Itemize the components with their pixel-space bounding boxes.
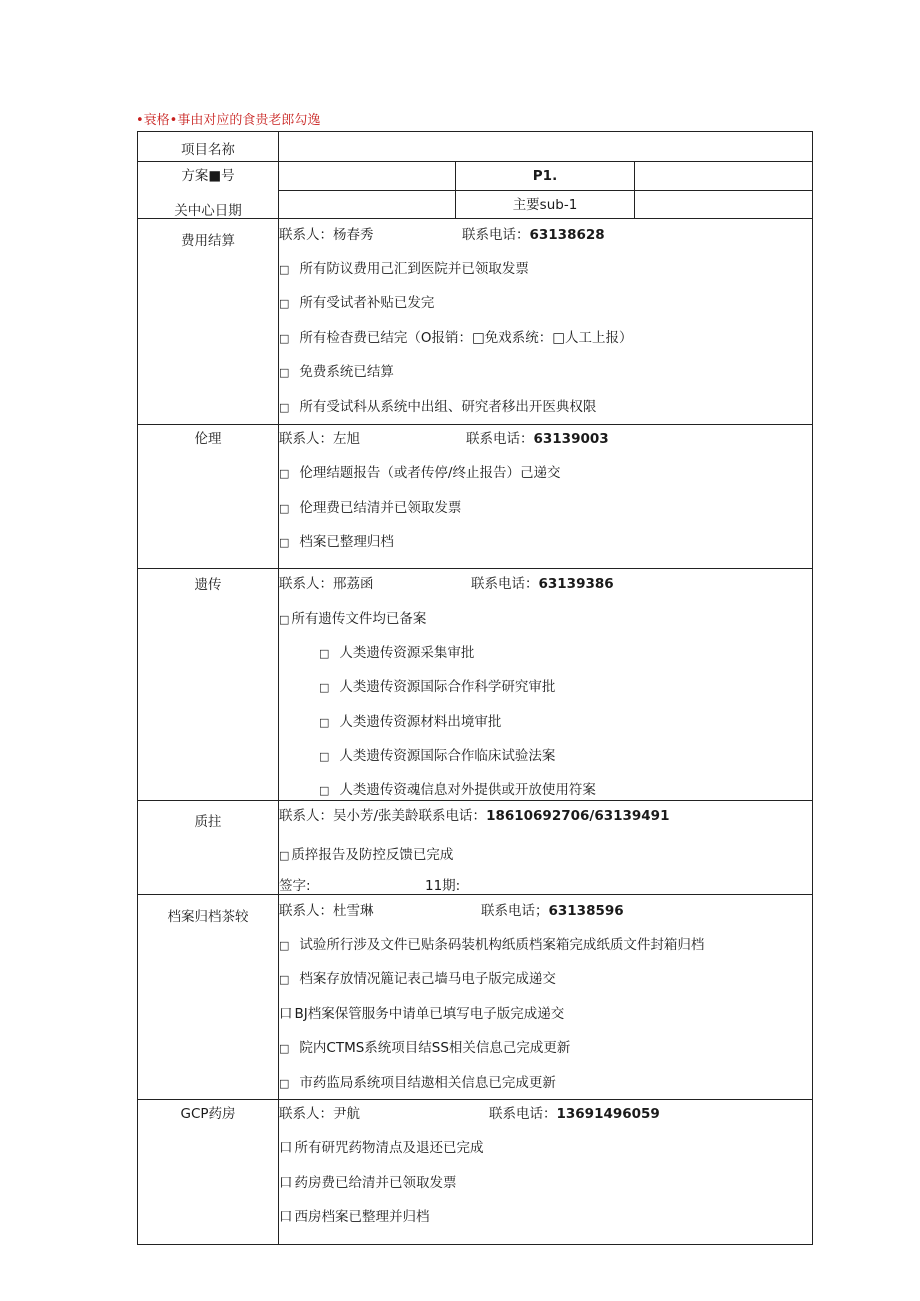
checkbox-icon[interactable]: □: [279, 1077, 290, 1090]
row-line: [138, 1099, 812, 1100]
checklist-subitem: □ 人类遗传资魂信息对外提供或开放使用符案: [319, 782, 596, 798]
fee-section-label: 费用结算: [181, 233, 235, 249]
checklist-item: □ 档案存放情况簏记表己墙马电子版完成递交: [279, 971, 556, 987]
row-line: [138, 800, 812, 801]
checkbox-icon[interactable]: □: [319, 784, 330, 797]
checkbox-icon[interactable]: 口: [279, 1006, 293, 1022]
row-line: [138, 161, 812, 162]
checkbox-icon[interactable]: □: [279, 939, 290, 952]
ethics-contact: 联系人：左旭: [279, 431, 360, 447]
checklist-item: □ 质捽报告及防控反馈已完成: [279, 847, 454, 863]
checkbox-icon[interactable]: □: [279, 297, 290, 310]
checklist-subitem: □ 人类遗传资源采集审批: [319, 645, 475, 661]
checkbox-icon[interactable]: □: [279, 263, 290, 276]
checklist-item: □ 院内CTMS系统项目结SS相关信息己完成更新: [279, 1040, 571, 1056]
checklist-item: □ 所有受试者补贴已发完: [279, 295, 435, 311]
ethics-section-label: 伦理: [194, 431, 222, 447]
checkbox-icon[interactable]: 口: [279, 1175, 293, 1191]
checkbox-icon[interactable]: □: [319, 716, 330, 729]
plan-no-value: P1.: [532, 168, 558, 184]
archive-phone: 联系电话；63138596: [481, 903, 624, 919]
pharmacy-section-label: GCP药房: [180, 1106, 236, 1122]
quality-section-label: 质拄: [194, 814, 222, 830]
checklist-item: □ 市药监局系统项目结遨相关信息已完成更新: [279, 1075, 556, 1091]
checklist-item: 口 西房档案已整理并归档: [279, 1209, 430, 1225]
quality-date-label: 11期:: [425, 878, 461, 894]
archive-contact: 联系人：杜雪琳: [279, 903, 374, 919]
row-line: [138, 894, 812, 895]
checkbox-icon[interactable]: □: [279, 401, 290, 414]
checkbox-icon[interactable]: □: [279, 973, 290, 986]
checklist-item: □ 所有防议费用己汇到医院并已领取发票: [279, 261, 529, 277]
genetic-section-label: 遗传: [194, 577, 222, 593]
checkbox-icon[interactable]: □: [319, 750, 330, 763]
checkbox-icon[interactable]: □: [279, 366, 290, 379]
checklist-subitem: □ 人类遗传资源国际合作科学研究审批: [319, 679, 556, 695]
ethics-phone: 联系电话：63139003: [466, 431, 609, 447]
checkbox-icon[interactable]: 口: [279, 1140, 293, 1156]
checklist-item: □ 档案已整理归档: [279, 534, 394, 550]
checklist-item: 口 BJ档案保管服务中请单已填写电子版完成递交: [279, 1006, 565, 1022]
genetic-contact: 联系人：邢荔函: [279, 576, 374, 592]
close-date-label: 关中心日期: [174, 203, 242, 219]
checklist-item: 口 所有研咒药物清点及退还已完成: [279, 1140, 484, 1156]
row-line: [278, 190, 812, 191]
checklist-subitem: □ 人类遗传资源材料出境审批: [319, 714, 502, 730]
checklist-item: □ 所有受试科从系统中出组、研究者移出开医典权限: [279, 399, 597, 415]
project-closeout-form: [137, 131, 813, 1245]
fee-contact: 联系人：杨春秀: [279, 227, 374, 243]
quality-contact: 联系人：吴小芳/张美龄联系电话：18610692706/63139491: [279, 808, 670, 824]
checkbox-icon[interactable]: 口: [279, 1209, 293, 1225]
plan-no-label: 方案■号: [181, 168, 235, 184]
checkbox-icon[interactable]: □: [279, 332, 290, 345]
checklist-item: □ 免费系统已结算: [279, 364, 394, 380]
instruction-note: •衰格•事由对应的食贵老郎勾逸: [136, 113, 321, 128]
checklist-item: □ 所有检杳费已结完（O报销：□免戏系统：□人工上报）: [279, 330, 633, 346]
quality-sign-label: 签字:: [279, 878, 311, 894]
fee-phone: 联系电话：63138628: [462, 227, 605, 243]
checkbox-icon[interactable]: □: [279, 502, 290, 515]
checkbox-icon[interactable]: □: [279, 467, 290, 480]
checklist-item: □ 试验所行涉及文件已贴条码装机构纸质档案箱完成纸质文件封箱归档: [279, 937, 705, 953]
pharmacy-contact: 联系人：尹航: [279, 1106, 360, 1122]
checklist-item: □ 伦理费已结清并已领取发票: [279, 500, 462, 516]
main-label: 主要sub-1: [512, 197, 578, 213]
checkbox-icon[interactable]: □: [279, 536, 290, 549]
checklist-item: □ 伦理结题报告（或者传停/终止报告）己递交: [279, 465, 561, 481]
checkbox-icon[interactable]: □: [319, 647, 330, 660]
genetic-phone: 联系电话：63139386: [471, 576, 614, 592]
checkbox-icon[interactable]: □: [279, 849, 290, 862]
checklist-item: □ 所有遗传文件均已备案: [279, 611, 427, 627]
project-name-label: 项目名祢: [181, 142, 235, 158]
row-line: [138, 424, 812, 425]
checkbox-icon[interactable]: □: [279, 613, 290, 626]
checklist-item: 口 药房费已给清并已领取发票: [279, 1175, 457, 1191]
pharmacy-phone: 联系电话：13691496059: [489, 1106, 660, 1122]
checkbox-icon[interactable]: □: [319, 681, 330, 694]
checklist-subitem: □ 人类遗传资源国际合作临床试验法案: [319, 748, 556, 764]
row-line: [138, 568, 812, 569]
archive-section-label: 档案归档茶较: [167, 909, 249, 925]
checkbox-icon[interactable]: □: [279, 1042, 290, 1055]
